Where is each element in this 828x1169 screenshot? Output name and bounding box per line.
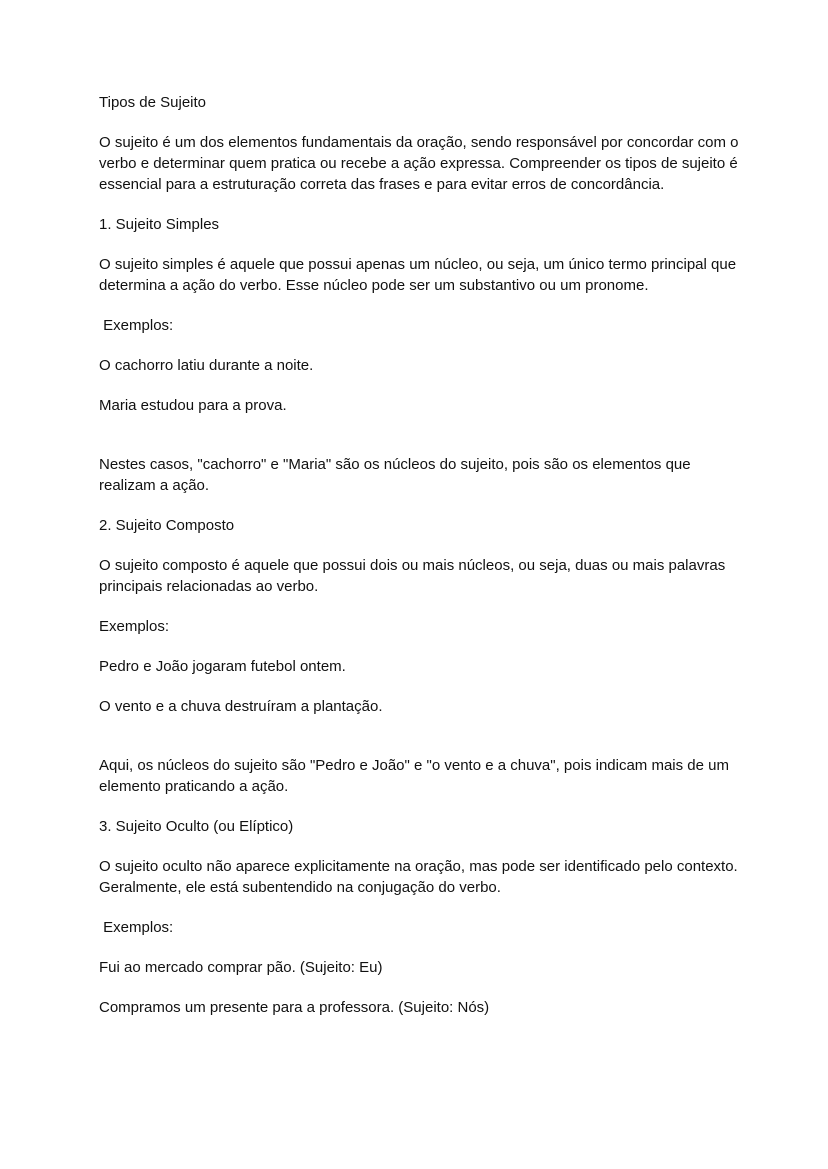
paragraph: O sujeito simples é aquele que possui apenas um núcleo, ou seja, um único termo principal que determina a ação do verbo. Esse núcleo pode ser um substantivo ou um pronome. <box>99 256 741 294</box>
paragraph: O sujeito oculto não aparece explicitamente na oração, mas pode ser identificado pelo contexto. Geralmente, ele está subentendido na conjugação do verbo. <box>99 858 742 896</box>
paragraph: O sujeito é um dos elementos fundamentais da oração, sendo responsável por concordar com o verbo e determinar quem pratica ou recebe a ação expressa. Compreender os tipos de sujeito é essencial para a estruturação correta das frases e para evitar erros de concordância. <box>99 134 743 193</box>
blank-line <box>99 736 739 755</box>
paragraph: O sujeito composto é aquele que possui dois ou mais núcleos, ou seja, duas ou mais palavras principais relacionadas ao verbo. <box>99 557 730 595</box>
paragraph: Pedro e João jogaram futebol ontem. <box>99 658 346 675</box>
paragraph: O vento e a chuva destruíram a plantação. <box>99 698 383 715</box>
paragraph: Exemplos: <box>99 618 170 635</box>
section-heading: 1. Sujeito Simples <box>99 216 220 233</box>
document-title: Tipos de Sujeito <box>99 94 207 111</box>
blank-line <box>99 435 739 454</box>
section-heading: 2. Sujeito Composto <box>99 517 235 534</box>
paragraph: Exemplos: <box>99 919 174 936</box>
paragraph: Compramos um presente para a professora. (Sujeito: Nós) <box>99 999 490 1016</box>
paragraph: O cachorro latiu durante a noite. <box>99 357 314 374</box>
paragraph: Nestes casos, "cachorro" e "Maria" são os núcleos do sujeito, pois são os elementos que realizam a ação. <box>99 456 695 494</box>
paragraph: Aqui, os núcleos do sujeito são "Pedro e João" e "o vento e a chuva", pois indicam mais de um elemento praticando a ação. <box>99 757 734 795</box>
paragraph: Exemplos: <box>99 317 174 334</box>
paragraph: Maria estudou para a prova. <box>99 397 287 414</box>
paragraph: Fui ao mercado comprar pão. (Sujeito: Eu) <box>99 959 383 976</box>
document-page <box>99 92 743 1037</box>
section-heading: 3. Sujeito Oculto (ou Elíptico) <box>99 818 294 835</box>
